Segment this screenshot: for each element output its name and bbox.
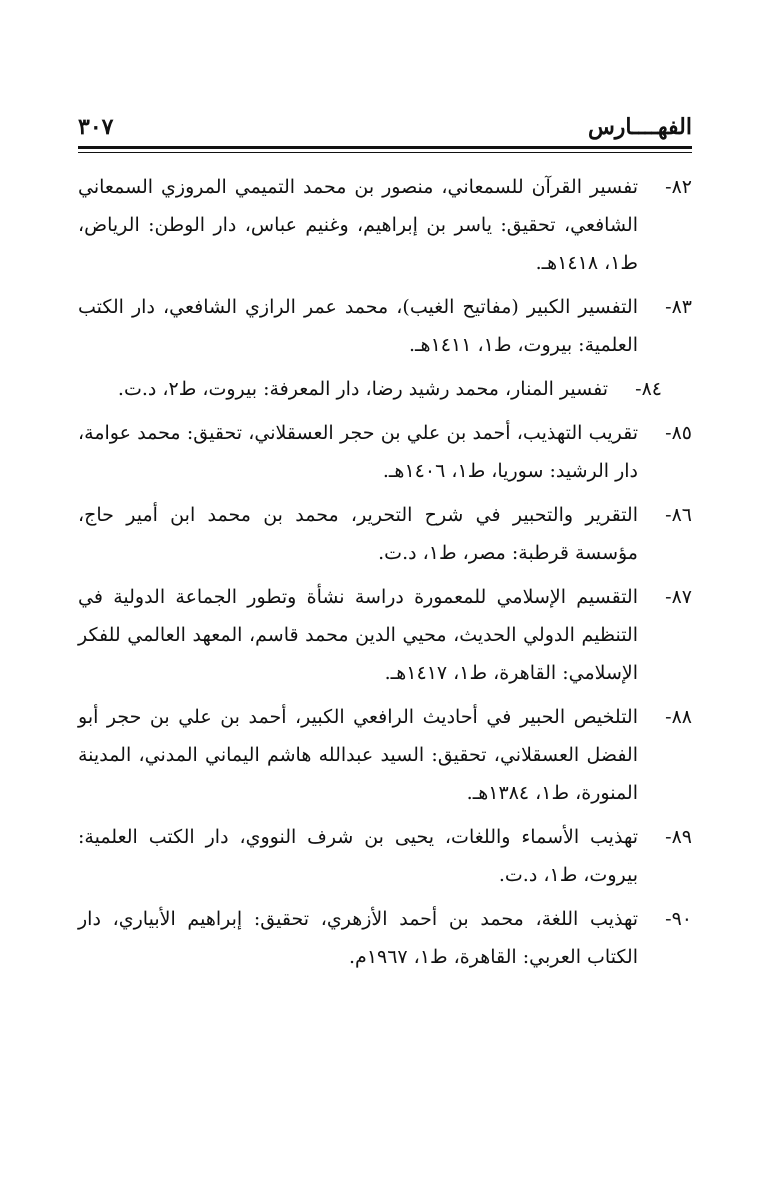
bibliography-entry-88	[78, 698, 692, 812]
bibliography-entry-89	[78, 818, 692, 894]
section-title: الفهــــارس	[587, 114, 692, 140]
entry-text: التقسيم الإسلامي للمعمورة دراسة نشأة وتطور الجماعة الدولية في التنظيم الدولي الحديث، محيي الدين محمد قاسم، المعهد العالمي للفكر الإسلامي: القاهرة، ط١، ١٤١٧هـ.	[78, 586, 638, 684]
entry-text: التفسير الكبير (مفاتيح الغيب)، محمد عمر الرازي الشافعي، دار الكتب العلمية: بيروت، ط١، ١٤١١هـ.	[78, 296, 638, 356]
entry-number: ٨٦-	[665, 504, 692, 526]
bibliography-entry-87	[78, 578, 692, 692]
entry-text: تقريب التهذيب، أحمد بن علي بن حجر العسقلاني، تحقيق: محمد عوامة، دار الرشيد: سوريا، ط١، ١٤٠٦هـ.	[78, 422, 638, 482]
bibliography-entry-84	[78, 370, 692, 408]
entry-number: ٨٩-	[665, 826, 692, 848]
entry-text: تفسير القرآن للسمعاني، منصور بن محمد التميمي المروزي السمعاني الشافعي، تحقيق: ياسر بن إبراهيم، وغنيم عباس، دار الوطن: الرياض، ط١، ١٤١٨هـ.	[78, 176, 638, 274]
entry-text: التقرير والتحبير في شرح التحرير، محمد بن محمد ابن أمير حاج، مؤسسة قرطبة: مصر، ط١، د.ت.	[78, 504, 638, 564]
entry-text: تهذيب الأسماء واللغات، يحيى بن شرف النووي، دار الكتب العلمية: بيروت، ط١، د.ت.	[78, 826, 638, 886]
entry-text: تهذيب اللغة، محمد بن أحمد الأزهري، تحقيق: إبراهيم الأبياري، دار الكتاب العربي: القاهرة، ط١، ١٩٦٧م.	[78, 908, 638, 968]
bibliography-entry-82	[78, 168, 692, 282]
entry-text: تفسير المنار، محمد رشيد رضا، دار المعرفة: بيروت، ط٢، د.ت.	[117, 378, 608, 400]
page-header	[78, 112, 692, 144]
bibliography-entry-90	[78, 900, 692, 976]
bibliography-list	[78, 168, 692, 982]
entry-number: ٨٨-	[665, 706, 692, 728]
entry-number: ٨٣-	[665, 296, 692, 318]
entry-number: ٨٤-	[635, 378, 662, 400]
entry-number: ٨٢-	[665, 176, 692, 198]
header-rule-thin	[78, 152, 692, 153]
bibliography-entry-85	[78, 414, 692, 490]
page-number: ٣٠٧	[78, 114, 114, 140]
entry-text: التلخيص الحبير في أحاديث الرافعي الكبير، أحمد بن علي بن حجر أبو الفضل العسقلاني، تحقيق: السيد عبدالله هاشم اليماني المدني، المدينة المنورة، ط١، ١٣٨٤هـ.	[78, 706, 638, 804]
header-rule-thick	[78, 146, 692, 149]
entry-number: ٨٥-	[665, 422, 692, 444]
bibliography-entry-86	[78, 496, 692, 572]
entry-number: ٩٠-	[665, 908, 692, 930]
entry-number: ٨٧-	[665, 586, 692, 608]
bibliography-entry-83	[78, 288, 692, 364]
